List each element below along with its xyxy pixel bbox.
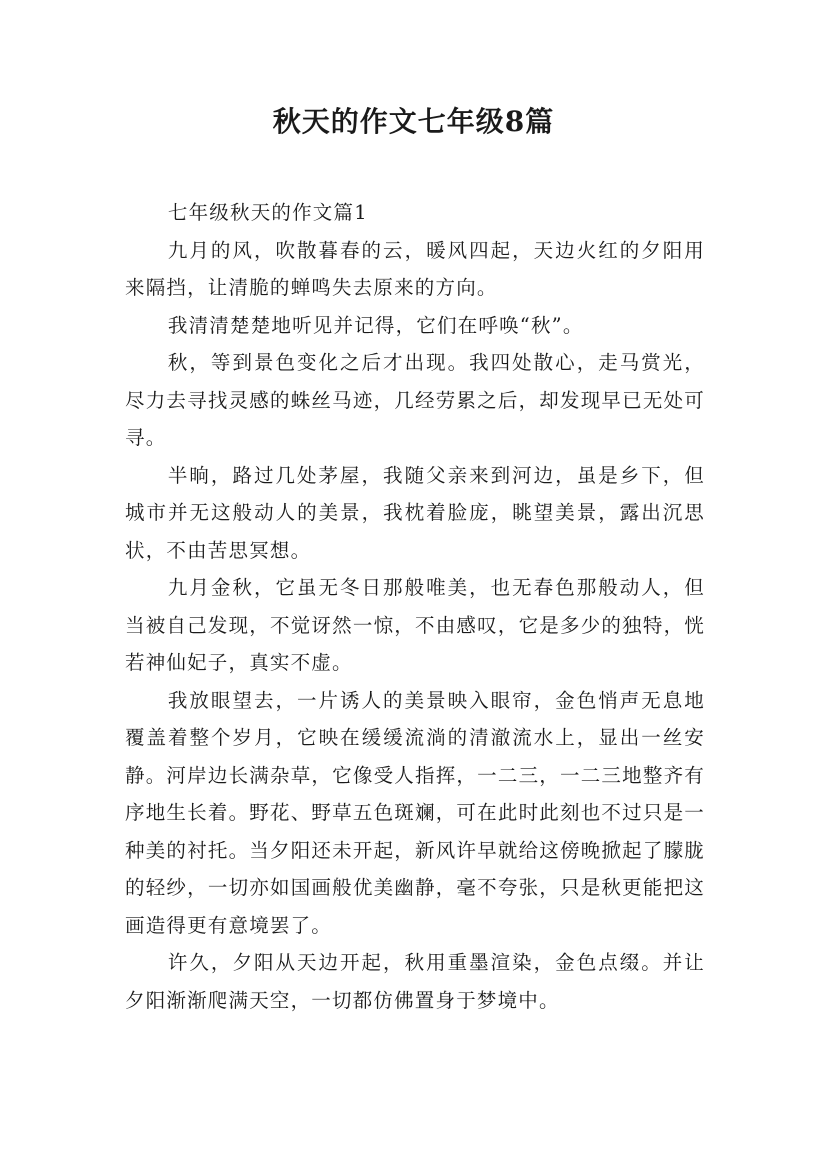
paragraph: 我清清楚楚地听见并记得，它们在呼唤“秋”。 [167, 313, 584, 337]
paragraph: 许久，夕阳从天边开起，秋用重墨渲染，金色点缀。并让夕阳渐渐爬满天空，一切都仿佛置身于梦境中。 [125, 951, 705, 1012]
document-body [125, 194, 705, 1019]
paragraph: 半晌，路过几处茅屋，我随父亲来到河边，虽是乡下，但城市并无这般动人的美景，我枕着脸庞，眺望美景，露出沉思状，不由苦思冥想。 [125, 463, 705, 562]
document-title: 秋天的作文七年级8篇 [272, 105, 555, 138]
paragraph: 九月金秋，它虽无冬日那般唯美，也无春色那般动人，但当被自己发现，不觉讶然一惊，不由感叹，它是多少的独特，恍若神仙妃子，真实不虚。 [125, 576, 705, 674]
paragraph: 九月的风，吹散暮春的云，暖风四起，天边火红的夕阳用来隔挡，让清脆的蝉鸣失去原来的方向。 [125, 238, 705, 299]
section-heading: 七年级秋天的作文篇1 [167, 201, 368, 224]
paragraph: 我放眼望去，一片诱人的美景映入眼帘，金色悄声无息地覆盖着整个岁月，它映在缓缓流淌的清澈流水上，显出一丝安静。河岸边长满杂草，它像受人指挥，一二三，一二三地整齐有序地生长着。野花、野草五色斑斓，可在此时此刻也不过只是一种美的衬托。当夕阳还未开起，新风许早就给这傍晚掀起了朦胧的轻纱，一切亦如国画般优美幽静，毫不夸张，只是秋更能把这画造得更有意境罢了。 [125, 688, 705, 937]
paragraph: 秋，等到景色变化之后才出现。我四处散心，走马赏光，尽力去寻找灵感的蛛丝马迹，几经劳累之后，却发现早已无处可寻。 [125, 351, 705, 449]
